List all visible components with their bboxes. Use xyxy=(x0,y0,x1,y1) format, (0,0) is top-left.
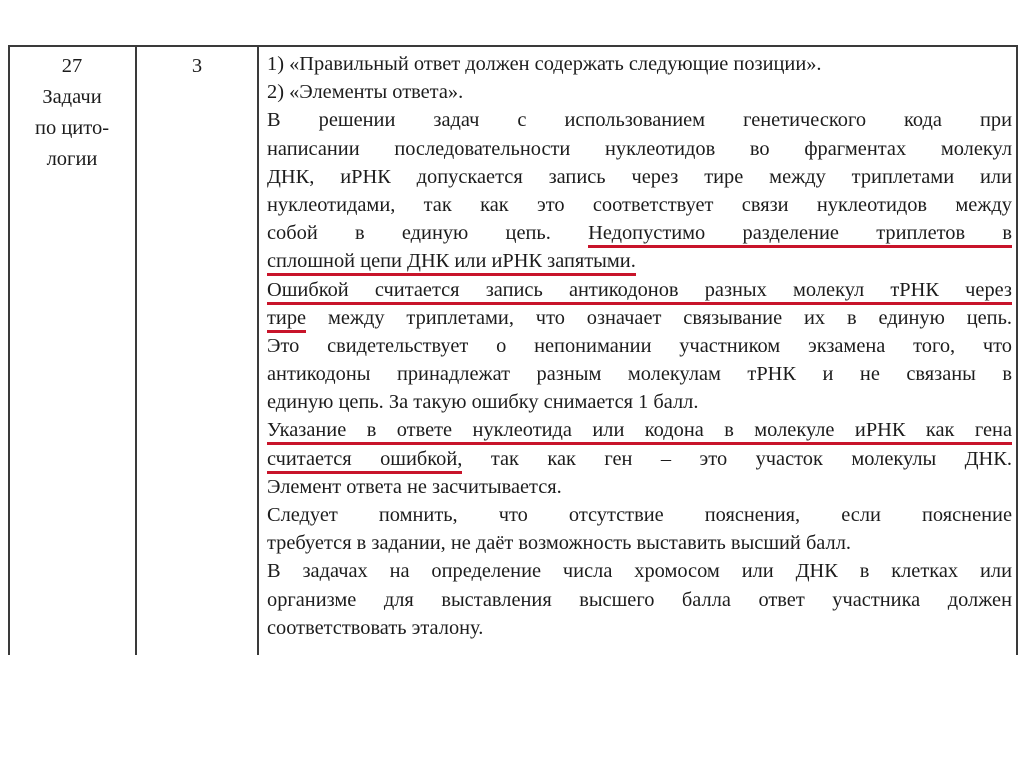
underlined-phrase: считается ошибкой, xyxy=(267,448,462,474)
text-fragment: соответствовать эталону. xyxy=(267,616,484,639)
underlined-phrase: Указание в ответе нуклеотида или кодона в молекуле иРНК как гена xyxy=(267,419,1012,445)
text-line xyxy=(267,247,1012,275)
text-line xyxy=(267,276,1012,304)
score-value: 3 xyxy=(191,55,203,77)
text-line xyxy=(267,360,1012,388)
table-top-border xyxy=(8,45,1018,47)
underlined-phrase: Недопустимо разделение триплетов в xyxy=(588,222,1012,248)
text-line xyxy=(267,332,1012,360)
text-line xyxy=(267,586,1012,614)
text-line xyxy=(267,304,1012,332)
text-fragment: В задачах на определение числа хромосом или ДНК в клетках или xyxy=(267,560,1012,583)
text-fragment: так как ген – это участок молекулы ДНК. xyxy=(462,447,1012,470)
text-line xyxy=(267,614,1012,642)
text-fragment: ДНК, иРНК допускается запись через тире между триплетами или xyxy=(267,165,1012,188)
text-line xyxy=(267,135,1012,163)
text-fragment: написании последовательности нуклеотидов во фрагментах молекул xyxy=(267,137,1012,160)
underlined-phrase: сплошной цепи ДНК или иРНК запятыми. xyxy=(267,250,636,276)
text-line xyxy=(267,557,1012,585)
text-fragment: Элемент ответа не засчитывается. xyxy=(267,475,562,498)
task-title-line-3: логии xyxy=(46,148,98,170)
text-fragment: между триплетами, что означает связывание их в единую цепь. xyxy=(306,306,1012,329)
text-line xyxy=(267,416,1012,444)
column-divider-1 xyxy=(135,45,137,655)
text-fragment: антикодоны принадлежат разным молекулам тРНК и не связаны в xyxy=(267,363,1012,386)
text-fragment: 1) «Правильный ответ должен содержать следующие позиции». xyxy=(267,53,822,75)
table-left-border xyxy=(8,45,10,655)
criteria-text-cell xyxy=(267,50,1012,642)
text-line xyxy=(267,78,1012,106)
text-fragment: нуклеотидами, так как это соответствует связи нуклеотидов между xyxy=(267,193,1012,216)
task-cell xyxy=(12,51,132,175)
text-line xyxy=(267,388,1012,416)
text-line xyxy=(267,219,1012,247)
text-fragment: организме для выставления высшего балла ответ участника должен xyxy=(267,588,1012,611)
text-line xyxy=(267,191,1012,219)
text-line xyxy=(267,473,1012,501)
text-line xyxy=(267,50,1012,78)
text-fragment: собой в единую цепь. xyxy=(267,222,589,245)
text-fragment: 2) «Элементы ответа». xyxy=(267,81,464,104)
task-number: 27 xyxy=(61,55,83,77)
column-divider-2 xyxy=(257,45,259,655)
text-fragment: Следует помнить, что отсутствие пояснения, если пояснение xyxy=(267,504,1012,526)
underlined-phrase: Ошибкой считается запись антикодонов разных молекул тРНК через xyxy=(267,279,1012,305)
task-title-line-1: Задачи xyxy=(42,86,102,108)
text-line xyxy=(267,445,1012,473)
text-fragment: В решении задач с использованием генетического кода при xyxy=(267,109,1012,132)
text-line xyxy=(267,501,1012,529)
task-title-line-2: по цито- xyxy=(34,117,110,139)
text-line xyxy=(267,106,1012,134)
text-fragment: Это свидетельствует о непонимании участником экзамена того, что xyxy=(267,334,1012,357)
underlined-phrase: тире xyxy=(267,307,306,333)
text-fragment: требуется в задании, не даёт возможность выставить высший балл. xyxy=(267,532,851,555)
text-line xyxy=(267,163,1012,191)
text-line xyxy=(267,529,1012,557)
table-right-border xyxy=(1016,45,1018,655)
score-cell xyxy=(139,51,255,82)
text-fragment: единую цепь. За такую ошибку снимается 1 балл. xyxy=(267,391,699,414)
